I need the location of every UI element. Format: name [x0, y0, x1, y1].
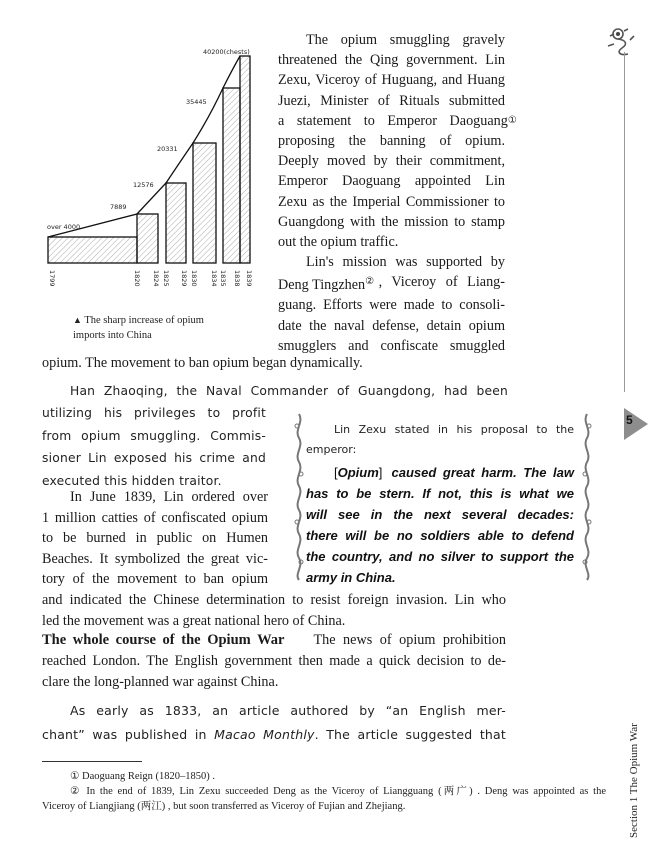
text-line: In June 1839, Lin ordered over	[70, 489, 268, 505]
text-line-content: The news of opium prohibition	[313, 632, 506, 648]
footnote-marker: ①	[70, 771, 80, 782]
text-line: out the opium traffic.	[278, 234, 399, 251]
text-line: clare the long-planned war against China.	[42, 674, 279, 690]
text-line: tory of the movement to ban opium	[42, 571, 268, 587]
footnote-2	[42, 784, 606, 799]
tick-label: 1839	[245, 270, 253, 287]
text-line: date the naval defense, detain opium	[278, 317, 505, 334]
text-line: will see in the next several decades:	[306, 507, 574, 522]
footnote-2-cont: Viceroy of Liangjiang (两江) , but soon transferred as Viceroy of Fujian and Zhejiang.	[42, 801, 406, 812]
paragraph-han-zhaoqing-col	[42, 402, 266, 492]
text-line: executed this hidden traitor.	[42, 473, 222, 488]
text-line: emperor:	[306, 443, 357, 456]
opium-imports-chart	[30, 30, 270, 290]
paragraph-june-1839-cont	[42, 590, 506, 631]
text-line: army in China.	[306, 570, 396, 585]
bracket-close: ]	[378, 465, 383, 480]
text-line: the country, and no silver to support the	[306, 549, 574, 564]
text-line: led the movement was a great national hero of China.	[42, 612, 346, 629]
bar-1825-1829	[166, 183, 186, 263]
bracket-open: [	[334, 465, 338, 480]
text-line: proposing the banning of opium.	[278, 133, 505, 150]
text-line: Emperor Daoguang appointed Lin	[278, 173, 505, 190]
caption-text: The sharp increase of opium imports into China	[73, 315, 204, 341]
text-line: smugglers and confiscate smuggled	[278, 337, 505, 354]
data-label: 40200(chests)	[203, 48, 250, 56]
text-line	[278, 272, 505, 295]
paragraph-opium-smuggling	[278, 30, 517, 252]
text-line: to be burned in public on Humen	[42, 530, 268, 546]
bar-1839	[240, 56, 250, 263]
data-label: over 4000	[47, 223, 81, 231]
x-tick-labels	[48, 270, 253, 287]
figure-caption	[73, 313, 233, 343]
text-line: there will be no soldiers able to defend	[306, 528, 574, 543]
quote-content	[306, 420, 574, 588]
paragraph-1833-article	[42, 699, 506, 747]
chart-bars	[48, 56, 250, 263]
text-line	[42, 723, 506, 747]
quote-body	[306, 462, 574, 588]
tick-label: 1799	[48, 270, 56, 287]
text-line: utilizing his privileges to profit	[42, 406, 266, 420]
text-line: As early as 1833, an article authored by “an English mer-	[70, 703, 506, 718]
text-line: The opium smuggling gravely	[306, 32, 505, 48]
text-line: has to be stern. If not, this is what we	[306, 486, 574, 501]
text-line-content: a statement to Emperor Daoguang	[278, 112, 508, 129]
footnote-text: Daoguang Reign (1820–1850) .	[82, 771, 216, 782]
text-line: threatened the Qing government. Lin	[278, 52, 505, 69]
data-label: 7889	[110, 203, 127, 211]
bracketed-word	[334, 462, 382, 483]
tick-label: 1824	[152, 270, 160, 287]
text-line: Beaches. It symbolized the great vic-	[42, 550, 268, 567]
text-line: guang. Efforts were made to consoli-	[278, 297, 505, 314]
footnote-1	[42, 769, 606, 784]
triangle-marker-icon: ▲	[73, 315, 82, 325]
text-line: Deeply moved by their commitment,	[278, 153, 505, 170]
tick-label: 1834	[210, 270, 218, 287]
bar-1835-1838	[223, 88, 240, 263]
vine-border-right-icon	[580, 412, 594, 582]
dragon-emblem-icon	[604, 22, 640, 58]
text-segment: chant” was published in	[42, 727, 215, 742]
data-label: 35445	[186, 98, 207, 106]
quote-intro	[306, 420, 574, 460]
text-line-b: , Viceroy of Liang-	[378, 274, 505, 291]
text-line-content: caused great harm. The law	[391, 465, 574, 480]
text-line: Zexu as the Imperial Commissioner to	[278, 193, 505, 210]
vine-border-left-icon	[292, 412, 306, 582]
text-line: Zexu, Viceroy of Huguang, and Huang	[278, 72, 505, 89]
bar-1799-1820	[48, 237, 137, 263]
text-line: Guangdong with the mission to stamp	[278, 213, 505, 230]
publication-title: Macao Monthly	[214, 727, 315, 742]
tick-label: 1829	[180, 270, 188, 287]
person-name: Deng Tingzhen	[278, 277, 366, 294]
quote-sidebar	[292, 412, 592, 585]
text-line	[306, 462, 574, 483]
paragraph-lins-mission-end	[42, 353, 512, 373]
text-line-a	[278, 272, 374, 295]
text-line: 1 million catties of confiscated opium	[42, 509, 268, 526]
footnote-marker: ②	[70, 786, 82, 797]
text-line: Lin's mission was supported by	[306, 254, 505, 270]
text-line	[278, 111, 517, 131]
footnote-ref-2[interactable]: ②	[365, 276, 375, 288]
data-label: 12576	[133, 181, 154, 189]
text-line: opium. The movement to ban opium began dynamically.	[42, 355, 363, 371]
text-line: Han Zhaoqing, the Naval Commander of Guangdong, had been	[70, 384, 508, 398]
tick-label: 1820	[133, 270, 141, 287]
tick-label: 1830	[190, 270, 198, 287]
text-line: and indicated the Chinese determination to resist foreign invasion. Lin who	[42, 592, 506, 608]
footnote-divider	[42, 761, 142, 762]
paragraph-lins-mission	[278, 252, 505, 356]
paragraph-whole-course	[42, 630, 506, 693]
tick-label: 1838	[233, 270, 241, 287]
margin-rule	[624, 52, 625, 392]
bar-1830-1834	[193, 143, 216, 263]
page-number: 5	[626, 413, 633, 427]
section-heading: The whole course of the Opium War	[42, 632, 285, 648]
text-segment: . The article suggested that	[314, 727, 506, 742]
bracket-word: Opium	[337, 465, 379, 480]
text-line: Juezi, Minister of Rituals submitted	[278, 92, 505, 109]
data-label: 20331	[157, 145, 178, 153]
footnote-ref-1[interactable]: ①	[507, 114, 517, 126]
text-line	[42, 630, 506, 651]
footnotes	[42, 769, 606, 814]
tick-label: 1835	[219, 270, 227, 287]
bar-1820-1824	[137, 214, 158, 263]
chart-svg	[30, 30, 270, 290]
text-line: sioner Lin exposed his crime and	[42, 451, 266, 465]
running-section-label: Section 1 The Opium War	[628, 723, 640, 838]
paragraph-han-zhaoqing	[42, 380, 508, 403]
text-line: from opium smuggling. Commis-	[42, 428, 266, 443]
text-line: reached London. The English government then made a quick decision to de-	[42, 653, 506, 669]
paragraph-june-1839	[42, 487, 268, 590]
data-labels	[47, 48, 250, 231]
tick-label: 1825	[162, 270, 170, 287]
footnote-text: In the end of 1839, Lin Zexu succeeded Deng as the Viceroy of Liangguang (两广) . Deng was appointed as the	[86, 786, 606, 797]
text-line: Lin Zexu stated in his proposal to the	[334, 423, 574, 436]
